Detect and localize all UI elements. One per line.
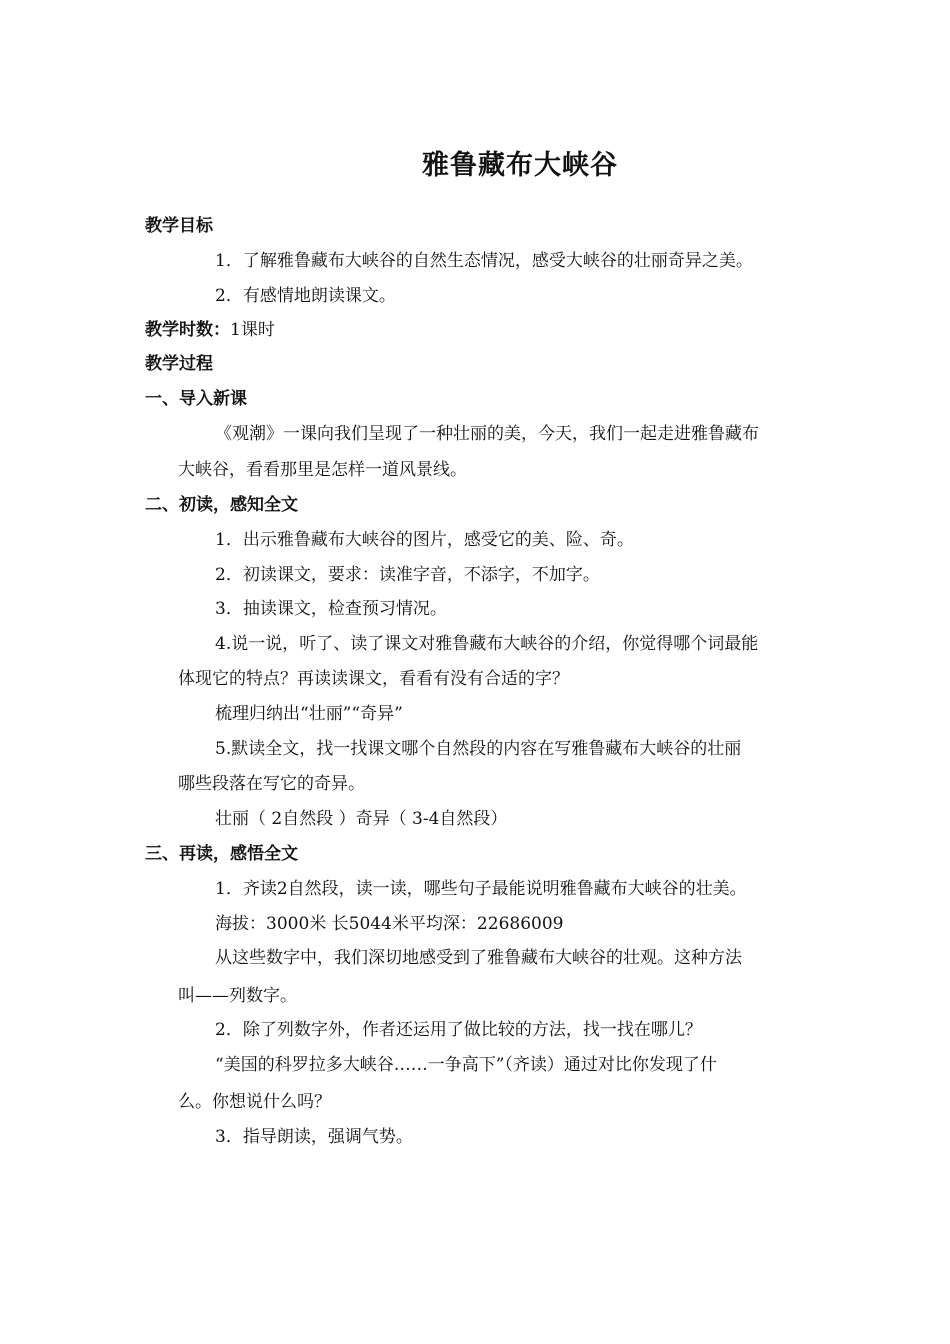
paragraph-line: 从这些数字中，我们深切地感受到了雅鲁藏布大峡谷的壮观。这种方法 — [215, 948, 742, 968]
paragraph-line: 4.说一说，听了、读了课文对雅鲁藏布大峡谷的介绍，你觉得哪个词最能 — [215, 634, 759, 654]
paragraph-line: 1．出示雅鲁藏布大峡谷的图片，感受它的美、险、奇。 — [215, 530, 634, 550]
paragraph-line: 海拔：3000米 长5044米平均深：22686009 — [215, 914, 564, 934]
paragraph-line: 叫——列数字。 — [178, 986, 297, 1006]
paragraph-line: 么。你想说什么吗？ — [178, 1092, 331, 1112]
paragraph-line: 3．抽读课文，检查预习情况。 — [215, 599, 447, 619]
paragraph-line: 3．指导朗读，强调气势。 — [215, 1127, 413, 1147]
heading-section-1: 一、导入新课 — [145, 389, 247, 409]
paragraph-line: 体现它的特点？再读读课文，看看有没有合适的字？ — [178, 669, 569, 689]
paragraph-line: 《观潮》一课向我们呈现了一种壮丽的美，今天，我们一起走进雅鲁藏布 — [215, 424, 759, 444]
paragraph-line: 1．了解雅鲁藏布大峡谷的自然生态情况，感受大峡谷的壮丽奇异之美。 — [215, 251, 753, 271]
paragraph-line: 大峡谷，看看那里是怎样一道风景线。 — [178, 460, 467, 480]
paragraph-line: 5.默读全文，找一找课文哪个自然段的内容在写雅鲁藏布大峡谷的壮丽 — [215, 739, 742, 759]
paragraph-line: “美国的科罗拉多大峡谷……一争高下”（齐读）通过对比你发现了什 — [215, 1055, 717, 1075]
heading-section-3: 三、再读，感悟全文 — [145, 844, 298, 864]
paragraph-line: 2．有感情地朗读课文。 — [215, 286, 396, 306]
paragraph-line: 梳理归纳出“壮丽”“奇异” — [215, 704, 403, 724]
paragraph-line: 哪些段落在写它的奇异。 — [178, 774, 365, 794]
paragraph-line: 壮丽（ 2自然段 ）奇异（ 3-4自然段） — [215, 809, 508, 829]
teaching-hours-value: 1课时 — [230, 320, 275, 340]
document-title: 雅鲁藏布大峡谷 — [422, 150, 618, 181]
teaching-hours-line — [145, 318, 275, 342]
heading-teaching-process: 教学过程 — [145, 354, 213, 374]
paragraph-line: 1．齐读2自然段，读一读，哪些句子最能说明雅鲁藏布大峡谷的壮美。 — [215, 879, 747, 899]
paragraph-line: 2．初读课文，要求：读准字音，不添字，不加字。 — [215, 565, 600, 585]
teaching-hours-label: 教学时数： — [145, 320, 230, 340]
paragraph-line: 2．除了列数字外，作者还运用了做比较的方法，找一找在哪儿？ — [215, 1020, 702, 1040]
heading-section-2: 二、初读，感知全文 — [145, 495, 298, 515]
heading-teaching-goals: 教学目标 — [145, 216, 213, 236]
